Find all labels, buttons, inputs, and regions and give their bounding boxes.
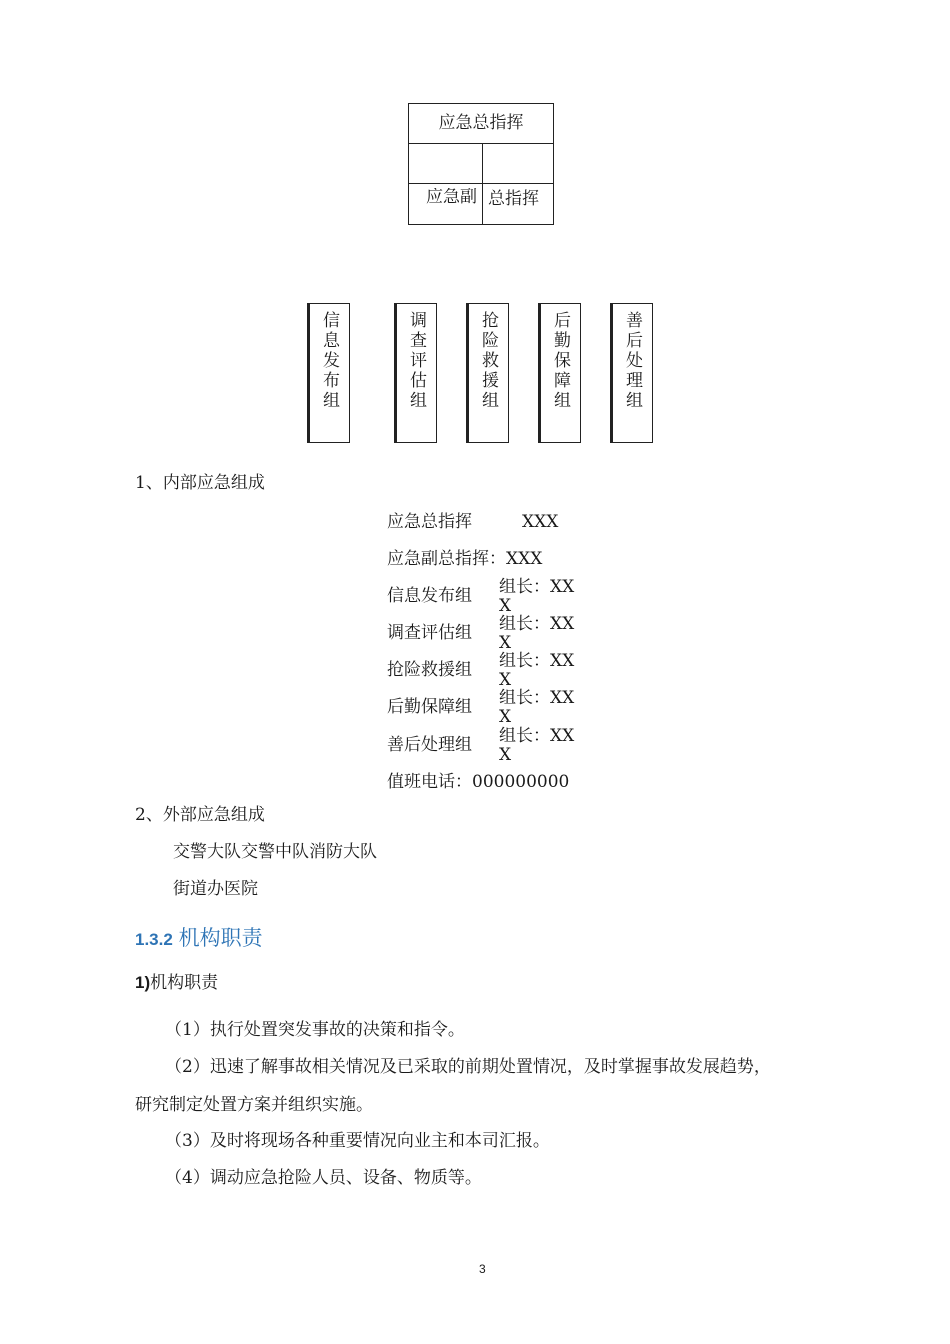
divider [409,183,553,184]
member-role-tail: X [499,707,512,727]
group-label: 善后处理组 [622,311,642,411]
deputy-line: 应急副总指挥：XXX [387,549,543,569]
member-group: 善后处理组 [387,735,472,755]
subheading-number: 1) [135,973,151,992]
hotline: 值班电话：000000000 [387,772,570,792]
external-line: 交警大队交警中队消防大队 [173,842,377,862]
duty-item-continued: 研究制定处置方案并组织实施。 [135,1095,373,1115]
commander-label: 应急总指挥 [387,512,472,531]
member-group: 信息发布组 [387,586,472,606]
external-heading: 2、外部应急组成 [135,805,265,825]
duty-item: （3）及时将现场各种重要情况向业主和本司汇报。 [165,1131,550,1151]
group-box-info [307,303,350,443]
duty-item: （1）执行处置突发事故的决策和指令。 [165,1020,465,1040]
group-label: 后勤保障组 [550,311,570,411]
external-line: 街道办医院 [173,879,258,899]
section-number: 1.3.2 [135,930,173,949]
divider [409,143,553,144]
member-role-tail: X [499,596,512,616]
page-number: 3 [479,1262,486,1276]
divider [482,144,483,224]
commander-value: XXX [522,512,559,532]
member-role: 组长：XX [499,614,575,634]
duty-item: （4）调动应急抢险人员、设备、物质等。 [165,1168,482,1188]
section-title: 机构职责 [178,927,263,950]
member-group: 后勤保障组 [387,697,472,717]
internal-heading: 1、内部应急组成 [135,473,265,493]
section-heading [135,922,263,952]
member-group: 抢险救援组 [387,660,472,680]
group-box-investigation [394,303,437,443]
commander-box [408,103,554,225]
deputy-cell-left: 应急副 [426,188,477,207]
duty-item: （2）迅速了解事故相关情况及已采取的前期处置情况，及时掌握事故发展趋势， [165,1057,771,1077]
member-role-tail: X [499,745,512,765]
member-role-tail: X [499,633,512,653]
member-role: 组长：XX [499,688,575,708]
group-box-rescue [466,303,509,443]
subheading [135,972,218,994]
deputy-cell-right: 总指挥 [488,189,539,209]
group-box-logistics [538,303,581,443]
member-role: 组长：XX [499,651,575,671]
member-role: 组长：XX [499,577,575,597]
group-label: 抢险救援组 [478,311,498,411]
member-group: 调查评估组 [387,623,472,643]
group-label: 调查评估组 [406,311,426,411]
member-role-tail: X [499,670,512,690]
group-label: 信息发布组 [319,311,339,411]
subheading-title: 机构职责 [150,973,219,993]
member-role: 组长：XX [499,726,575,746]
commander-title: 应急总指挥 [438,113,524,133]
group-box-aftermath [610,303,653,443]
